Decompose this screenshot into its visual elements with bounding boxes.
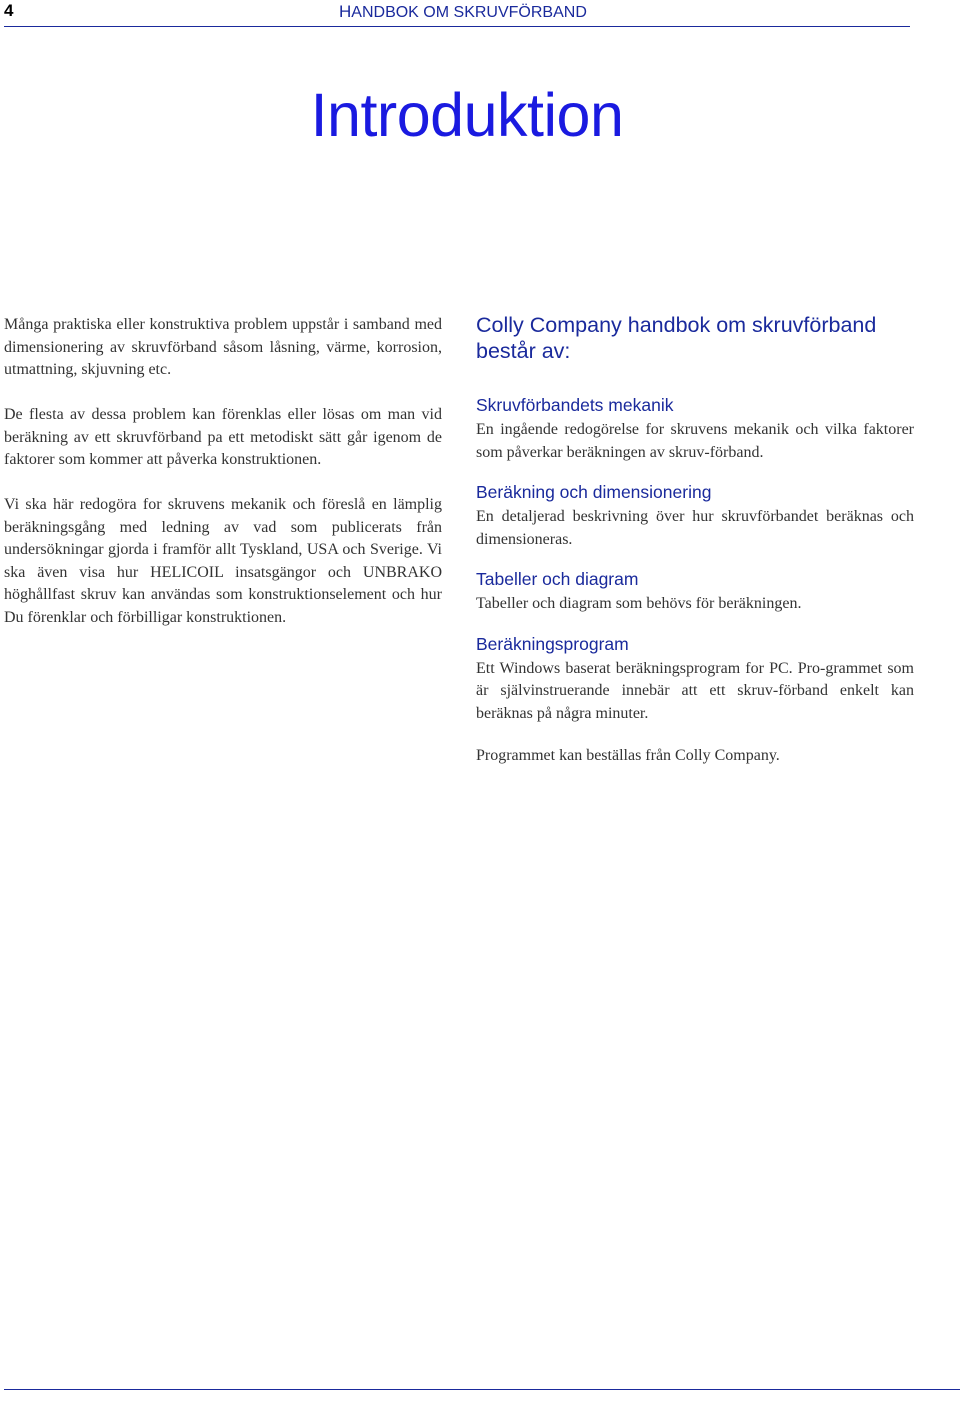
intro-paragraph: De flesta av dessa problem kan förenklas eller lösas om man vid beräkning av ett skruvförband pa ett metodiskt sätt går igenom de faktorer som kommer att påverka konstruktionen.: [4, 406, 442, 468]
running-header-initial: H: [339, 2, 352, 21]
order-note: Programmet kan beställas från Colly Company.: [476, 747, 780, 764]
section-text: En detaljerad beskrivning över hur skruvförbandet beräknas och dimensioneras.: [476, 508, 914, 548]
contents-section-program: [476, 633, 914, 726]
section-title: Tabeller och diagram: [476, 569, 639, 589]
contents-heading: Colly Company handbok om skruvförband består av:: [476, 313, 877, 363]
page-title: Introduktion: [310, 81, 624, 149]
contents-column: [476, 312, 914, 768]
intro-column: [4, 314, 442, 652]
running-header: [339, 2, 587, 22]
section-text: En ingående redogörelse for skruvens mekanik och vilka faktorer som påverkar beräkningen av skruv-förband.: [476, 421, 914, 461]
page-number: 4: [4, 1, 14, 20]
intro-paragraph: Många praktiska eller konstruktiva problem uppstår i samband med dimensionering av skruvförband såsom låsning, värme, korrosion, utmattning, skjuvning etc.: [4, 316, 442, 378]
section-text: Ett Windows baserat beräkningsprogram for PC. Pro-grammet som är självinstruerande innebär att ett skruv-förband enkelt kan beräknas på några minuter.: [476, 659, 914, 722]
contents-section-tables: [476, 568, 914, 616]
header-rule: [4, 26, 910, 27]
section-text: Tabeller och diagram som behövs för beräkningen.: [476, 595, 802, 612]
section-title: Beräkning och dimensionering: [476, 482, 712, 502]
running-header-text: ANDBOK OM SKRUVFÖRBAND: [351, 4, 587, 21]
intro-paragraph: Vi ska här redogöra for skruvens mekanik och föreslå en lämplig beräkningsgång med ledning av vad som publicerats från undersökningar gjorda i framför allt Tyskland, USA och Sverige. Vi ska även visa hur HELICOIL insatsgängor och UNBRAKO höghållfast skruv kan användas som konstruktionselement och hur Du förenklar och förbilligar konstruktionen.: [4, 496, 442, 626]
section-title: Skruvförbandets mekanik: [476, 395, 674, 415]
contents-section-calculation: [476, 481, 914, 551]
section-title: Beräkningsprogram: [476, 633, 629, 654]
footer-rule: [4, 1389, 960, 1390]
contents-section-mechanics: [476, 394, 914, 464]
